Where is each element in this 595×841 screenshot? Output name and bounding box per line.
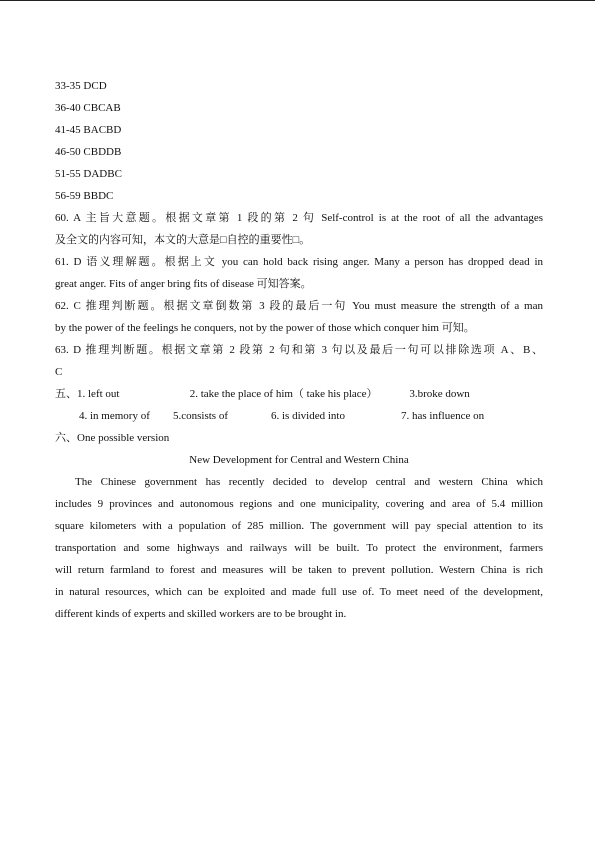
explanation-60-line1: 60. A 主旨大意题。根据文章第 1 段的第 2 句 Self-control is at the root of all the advantages [55,212,543,224]
explanation-60-line2: 及全文的内容可知，本文的大意是□自控的重要性□。 [55,234,311,246]
explanation-62-line2: by the power of the feelings he conquers, not by the power of those which conquer him 可知。 [55,322,475,334]
answer-row: 33-35 DCD [55,80,107,92]
explanation-61-line1: 61. D 语义理解题。根据上文 you can hold back rising anger. Many a person has dropped dead in [55,256,543,268]
section5-item: 5.consists of [173,410,228,422]
essay-title: New Development for Central and Western China [189,454,409,466]
answer-row: 51-55 DADBC [55,168,122,180]
answer-row: 36-40 CBCAB [55,102,121,114]
section5-item: 1. left out [77,388,120,400]
explanation-61-line2: great anger. Fits of anger bring fits of disease 可知答案。 [55,278,312,290]
essay-line: will return farmland to forest and measures will be taken to prevent pollution. Western China is rich [55,564,543,576]
essay-line: transportation and some highways and railways will be built. To protect the environment, farmers [55,542,543,554]
explanation-63-line2: C [55,366,63,378]
section6-heading: 六、One possible version [55,432,170,444]
essay-line: in natural resources, which can be exploited and made full use of. To meet need of the development, [55,586,543,598]
section5-item: 2. take the place of him（ take his place） [189,388,378,400]
section5-label: 五、 [55,388,77,400]
essay-line: square kilometers with a population of 285 million. The government will pay special attention to its [55,520,543,532]
answer-key-page [55,75,543,625]
section5-item: 4. in memory of [79,410,150,422]
section5-item: 7. has influence on [401,410,485,422]
page-top-rule [0,0,595,1]
answer-row: 41-45 BACBD [55,124,122,136]
essay-line: The Chinese government has recently decided to develop central and western China which [75,476,543,488]
section5-item: 6. is divided into [271,410,345,422]
answer-row: 56-59 BBDC [55,190,114,202]
explanation-62-line1: 62. C 推理判断题。根据文章倒数第 3 段的最后一句 You must measure the strength of a man [55,300,543,312]
essay-line: includes 9 provinces and autonomous regions and one municipality, covering and area of 5.4 million [55,498,543,510]
section5-item: 3.broke down [409,388,470,400]
section5-row2 [55,405,543,427]
section5-row1 [55,383,543,405]
answer-row: 46-50 CBDDB [55,146,122,158]
explanation-63-line1: 63. D 推理判断题。根据文章第 2 段第 2 句和第 3 句以及最后一句可以排除选项 A、B、 [55,344,543,356]
essay-line: different kinds of experts and skilled workers are to be brought in. [55,608,347,620]
